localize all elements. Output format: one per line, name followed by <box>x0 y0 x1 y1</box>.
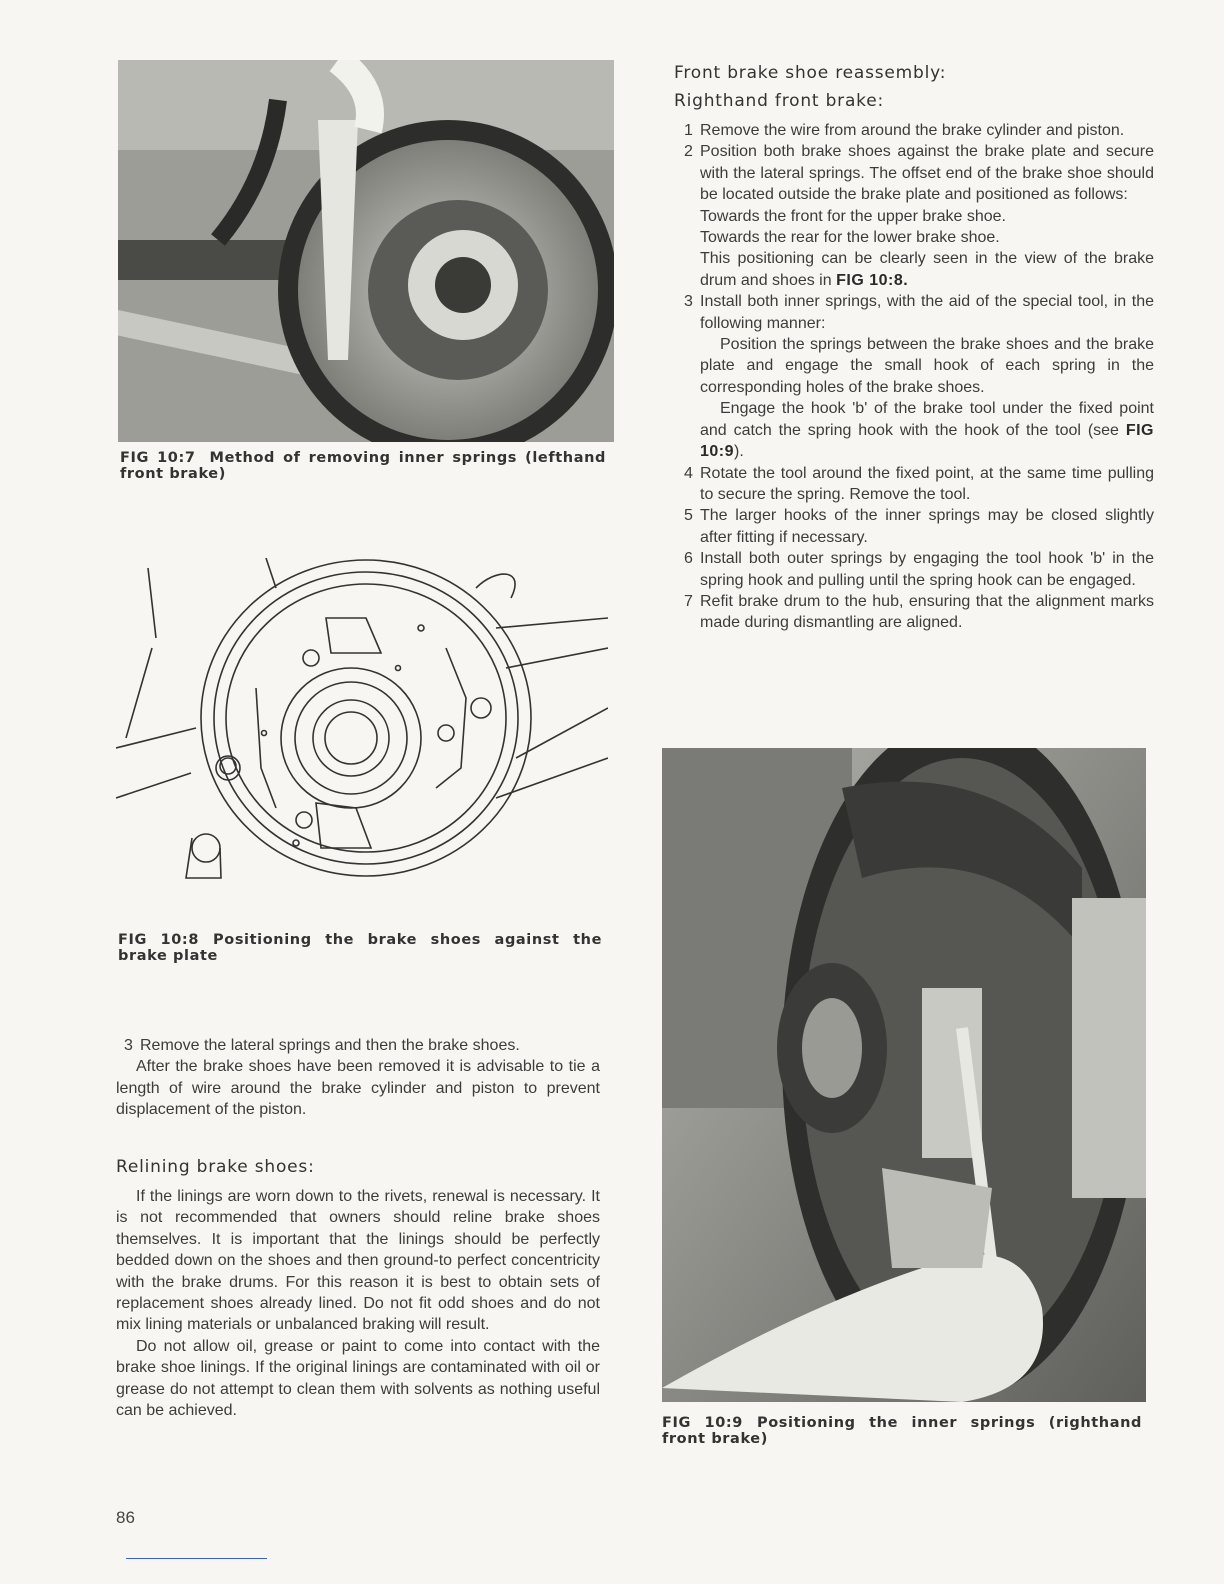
right-column-steps <box>676 120 1154 634</box>
step-number: 1 <box>684 122 693 139</box>
step-sub-text-end: ). <box>734 443 744 461</box>
brake-plate-line-drawing <box>116 558 608 920</box>
step-text: Install both inner springs, with the aid of the special tool, in the following manner: <box>700 293 1154 332</box>
step-number: 5 <box>684 507 693 525</box>
step-2 <box>676 141 1154 291</box>
step-text: Rotate the tool around the fixed point, at the same time pulling to secure the spring. Remove the tool. <box>700 464 1154 503</box>
step-text: Position both brake shoes against the brake plate and secure with the lateral springs. The offset end of the brake shoe should be located outside the brake plate and positioned as follows: <box>700 143 1154 204</box>
step-number: 3 <box>684 293 693 311</box>
step-number: 2 <box>684 143 693 161</box>
step-sub-line: Towards the rear for the lower brake shoe. <box>700 229 1000 247</box>
fig-10-9-text: Positioning the inner springs (righthand front brake) <box>662 1415 1142 1447</box>
left-column-text <box>116 1035 600 1121</box>
footer-rule <box>126 1558 267 1559</box>
step-6 <box>676 548 1154 591</box>
figure-reference: FIG 10:8. <box>836 271 909 289</box>
fig-10-9-number: FIG 10:9 <box>662 1415 743 1431</box>
step-text: The larger hooks of the inner springs may be closed slightly after fitting if necessary. <box>700 507 1154 546</box>
step-3-remove-springs <box>116 1035 600 1056</box>
step-3 <box>676 291 1154 462</box>
step-3-paragraph: After the brake shoes have been removed it is advisable to tie a length of wire around the brake cylinder and piston to prevent displacement of the piston. <box>116 1058 600 1119</box>
brake-assembly-photo-illustration <box>118 60 614 442</box>
step-1 <box>676 120 1154 141</box>
relining-paragraph-2: Do not allow oil, grease or paint to come into contact with the brake shoe linings. If the original linings are contaminated with oil or grease do not attempt to clean them with solvents as nothing useful can be achieved. <box>116 1337 600 1420</box>
step-text: Refit brake drum to the hub, ensuring that the alignment marks made during dismantling are aligned. <box>700 592 1154 632</box>
fig-10-8-text: Positioning the brake shoes against the brake plate <box>118 932 603 964</box>
relining-paragraph-1: If the linings are worn down to the rivets, renewal is necessary. It is not recommended that owners should reline brake shoes themselves. It is important that the linings should be perfectly bedded down on the shoes and then ground-to perfect concentricity with the brake drums. For this reason it is best to obtain sets of replacement shoes already lined. Do not fit odd shoes and do not mix lining materials or unbalanced braking will result. <box>116 1188 600 1334</box>
inner-springs-photo-illustration <box>662 748 1146 1402</box>
fig-10-9-photo <box>662 748 1146 1402</box>
step-number: 7 <box>684 592 693 610</box>
fig-10-7-number: FIG 10:7 <box>120 450 196 466</box>
step-7 <box>676 591 1154 634</box>
step-number: 6 <box>684 550 693 568</box>
fig-10-7-caption <box>120 450 606 482</box>
righthand-brake-heading: Righthand front brake: <box>674 91 884 111</box>
step-sub-line: Towards the front for the upper brake shoe. <box>700 207 1006 225</box>
step-sub-line: Position the springs between the brake shoes and the brake plate and engage the small hook of each spring in the corresponding holes of the brake shoes. <box>700 336 1154 396</box>
reassembly-heading: Front brake shoe reassembly: <box>674 63 947 83</box>
step-sub-text: This positioning can be clearly seen in the view of the brake drum and shoes in <box>700 250 1154 289</box>
fig-10-8-number: FIG 10:8 <box>118 932 200 948</box>
step-4 <box>676 463 1154 506</box>
step-5 <box>676 505 1154 548</box>
fig-10-8-caption <box>118 932 602 964</box>
step-number: 4 <box>684 464 693 482</box>
figure-reference: FIG 10:9 <box>700 421 1154 461</box>
step-text: Remove the wire from around the brake cylinder and piston. <box>700 122 1125 139</box>
step-sub-text: Engage the hook 'b' of the brake tool under the fixed point and catch the spring hook with the hook of the tool (see <box>700 400 1154 439</box>
fig-10-8-drawing <box>116 558 608 920</box>
step-sub-line <box>700 398 1154 462</box>
relining-text <box>116 1186 600 1421</box>
step-text: Install both outer springs by engaging the tool hook 'b' in the spring hook and pulling until the spring hook can be engaged. <box>700 550 1154 589</box>
step-text: Remove the lateral springs and then the brake shoes. <box>140 1037 520 1054</box>
fig-10-7-text: Method of removing inner springs (lefthand front brake) <box>120 450 606 482</box>
fig-10-9-caption <box>662 1415 1142 1447</box>
page-number: 86 <box>116 1508 135 1527</box>
fig-10-7-photo <box>118 60 614 442</box>
step-sub-line <box>700 248 1154 291</box>
step-number: 3 <box>124 1037 133 1054</box>
relining-heading: Relining brake shoes: <box>116 1157 315 1177</box>
